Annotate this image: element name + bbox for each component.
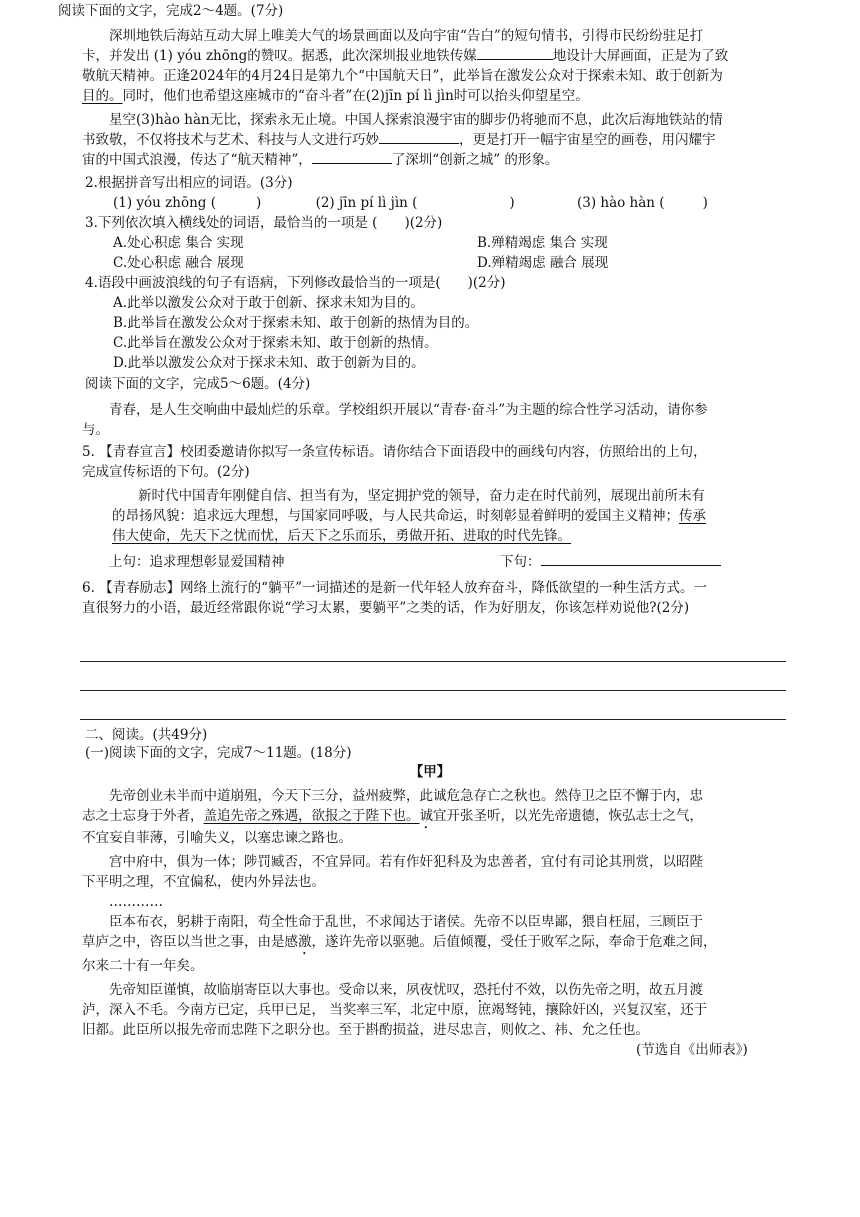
classical-text-line: 臣本布衣，躬耕于南阳，苟全性命于乱世，不求闻达于诸侯。先帝不以臣卑鄙，猥自枉屈，三顾臣于 [109,914,703,930]
option-a[interactable]: A.此举以激发公众对于敢于创新、探求未知为目的。 [113,295,425,311]
answer-line[interactable] [80,661,786,662]
classical-text-line: 先帝知臣谨慎，故临崩寄臣以大事也。受命以来，夙夜忧叹，恐托付不效，以伤先帝之明，故五月渡 [109,982,703,998]
classical-text-line: 先帝创业未半而中道崩殂，今天下三分，益州疲弊，此诚危急存亡之秋也。然侍卫之臣不懈于内，忠 [109,788,703,804]
option-b[interactable]: B.此举旨在激发公众对于探索未知、敢于创新的热情为目的。 [113,315,479,331]
passage1-line: 书致敬，不仅将技术与艺术、科技与人文进行巧妙 ，更是打开一幅宇宙星空的画卷，用闪耀宇 [82,132,716,148]
classical-text-line: 下平明之理，不宜偏私，使内外异法也。 [82,874,325,890]
subsection-title: (一)阅读下面的文字，完成7～11题。(18分) [85,745,352,761]
classical-text-line: 宫中府中，俱为一体；陟罚臧否，不宜异同。若有作奸犯科及为忠善者，宜付有司论其刑赏，以昭陛 [109,854,703,870]
option-c[interactable]: C.此举旨在激发公众对于探索未知、敢于创新的热情。 [113,335,438,351]
question-6-line: 直很努力的小语，最近经常跟你说“学习太累，要躺平”之类的话，作为好朋友，你该怎样劝说他?(2分) [82,600,690,616]
question-5-text: 的昂扬风貌：追求远大理想，与国家同呼吸，与人民共命运，时刻彰显着鲜明的爱国主义精神；传承 [112,508,706,524]
passage-label: 【甲】 [409,764,451,780]
question-4-stem: 4.语段中画波浪线的句子有语病，下列修改最恰当的一项是( )(2分) [85,275,506,291]
underlined-sentence: 盖追先帝之殊遇，欲报之于陛下也。 [203,808,420,824]
question-3-stem: 3.下列依次填入横线处的词语，最恰当的一项是 ( )(2分) [85,215,443,231]
classical-text-line: 志之士忘身于外者，盖追先帝之殊遇，欲报之于陛下也。诚宜开张圣听，以光先帝遗德，恢弘志士之气， [82,808,703,824]
source-citation: (节选自《出师表》) [636,1042,748,1058]
answer-line[interactable] [80,719,786,720]
answer-blank[interactable] [477,47,553,60]
question-5-line: 完成宣传标语的下句。(2分) [82,464,250,480]
passage2-line: 与。 [82,422,109,438]
passage1-line: 星空(3)hào hàn无比，探索永无止境。中国人探索浪漫宇宙的脚步仍将驰而不息，此次后海地铁站的情 [109,112,723,128]
answer-blank[interactable] [541,553,721,566]
answer-blank[interactable] [379,131,459,144]
passage1-line: 卡，并发出 (1) yóu zhōng的赞叹。据悉，此次深圳报业地铁传媒 地设计大屏画面，正是为了致 [82,48,729,64]
passage1-intro: 阅读下面的文字，完成2～4题。(7分) [58,3,284,19]
question-5-text: 新时代中国青年刚健自信、担当有为，坚定拥护党的领导，奋力走在时代前列，展现出前所未有 [138,488,705,504]
classical-text-line: 草庐之中，咨臣以当世之事，由是感激，遂许先帝以驱驰。后值倾覆，受任于败军之际，奉命于危难之间， [82,934,717,950]
answer-blank[interactable] [312,151,392,164]
lower-line: 下句： [500,553,721,572]
wavy-sentence-end: 目的。 [82,88,123,104]
classical-text-line: 泸，深入不毛。今南方已定，兵甲已足， 当奖率三军，北定中原，庶竭驽钝，攘除奸凶，兴复汉室，还于 [82,1002,708,1018]
question-6-line: 6. 【青春励志】网络上流行的“躺平”一词描述的是新一代年轻人放弃奋斗，降低欲望的一种生活方式。一 [82,580,707,596]
question-2-answers: (1) yóu zhōng ( ) (2) jīn pí lì jìn ( ) (3) hào hàn ( ) [113,195,708,211]
upper-line: 上句：追求理想彰显爱国精神 [109,554,285,570]
classical-text-line: 旧都。此臣所以报先帝而忠陛下之职分也。至于斟酌损益，进尽忠言，则攸之、祎、允之任也。 [82,1022,649,1038]
passage1-line: 敬航天精神。正逢2024年的4月24日是第九个“中国航天日”，此举旨在激发公众对于探索未知、敢于创新为 [82,68,723,84]
option-d[interactable]: D.此举以激发公众对于探求未知、敢于创新为目的。 [113,355,425,371]
option-b[interactable]: B.殚精竭虑 集合 实现 [477,235,608,251]
classical-text-line: 尔来二十有一年矣。 [82,958,204,974]
option-c[interactable]: C.处心积虑 融合 展现 [113,255,244,271]
answer-line[interactable] [80,690,786,691]
question-2-stem: 2.根据拼音写出相应的词语。(3分) [85,175,293,191]
option-d[interactable]: D.殚精竭虑 融合 展现 [477,255,609,271]
passage2-line: 青春，是人生交响曲中最灿烂的乐章。学校组织开展以“青春·奋斗”为主题的综合性学习活动，请你参 [109,402,708,418]
option-a[interactable]: A.处心积虑 集合 实现 [113,235,244,251]
passage1-line: 深圳地铁后海站互动大屏上唯美大气的场景画面以及向宇宙“告白”的短句情书，引得市民纷纷驻足打 [109,28,704,44]
passage1-line: 目的。同时，他们也希望这座城市的“奋斗者”在(2)jīn pí lì jìn时可以抬头仰望星空。 [82,88,589,104]
question-5-line: 5. 【青春宣言】校团委邀请你拟写一条宣传标语。请你结合下面语段中的画线句内容，仿照给出的上句， [82,444,707,460]
underlined-sentence: 伟大使命，先天下之忧而忧，后天下之乐而乐，勇做开拓、进取的时代先锋。 [112,528,571,544]
ellipsis: ………… [109,894,163,910]
classical-text-line: 不宜妄自菲薄，引喻失义，以塞忠谏之路也。 [82,830,352,846]
section-title: 二、阅读。(共49分) [85,727,208,743]
passage2-intro: 阅读下面的文字，完成5～6题。(4分) [85,376,311,392]
passage1-line: 宙的中国式浪漫，传达了“航天精神”， 了深圳“创新之城” 的形象。 [82,152,559,168]
